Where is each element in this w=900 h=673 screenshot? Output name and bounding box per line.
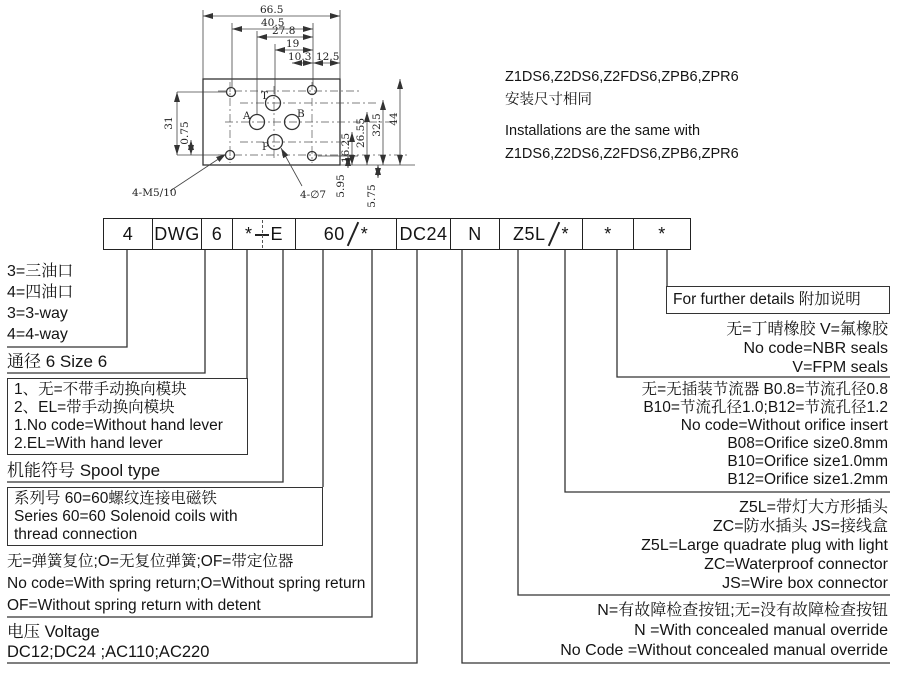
block-orifice — [642, 381, 888, 489]
text-line: Z1DS6,Z2DS6,Z2FDS6,ZPB6,ZPR6 — [505, 146, 739, 162]
code-value: * — [244, 223, 253, 244]
text-line: B08=Orifice size0.8mm — [727, 435, 888, 452]
dim-27-8: 27.8 — [272, 25, 296, 37]
text-line: thread connection — [14, 526, 138, 543]
code-value: * — [604, 223, 612, 244]
port-label-T: T — [261, 90, 269, 102]
text-line: 3=三油口 — [7, 263, 74, 280]
text-line: Z5L=带灯大方形插头 — [739, 499, 888, 516]
text-line: 通径 6 Size 6 — [7, 352, 108, 371]
text-line: OF=Without spring return with detent — [7, 597, 261, 614]
dim-16-25: 16.25 — [340, 132, 352, 164]
text-line: 3=3-way — [7, 305, 68, 322]
text-line: 4=四油口 — [7, 284, 74, 301]
text-line: 2、EL=带手动换向模块 — [14, 399, 175, 416]
dim-31: 31 — [163, 116, 175, 130]
text-line: 1、无=不带手动换向模块 — [14, 381, 187, 398]
code-cell-voltage — [397, 219, 451, 249]
text-line: No Code =Without concealed manual override — [560, 642, 888, 659]
code-value: DC24 — [399, 223, 448, 244]
text-line: DC12;DC24 ;AC110;AC220 — [7, 643, 210, 661]
text-line: B10=Orifice size1.0mm — [727, 453, 888, 470]
code-value: 4 — [122, 223, 134, 244]
dim-66-5: 66.5 — [260, 4, 284, 16]
dim-32-5: 32.5 — [371, 113, 383, 137]
code-cell-ways — [104, 219, 153, 249]
dim-5-95: 5.95 — [335, 174, 347, 198]
text-line: Installations are the same with — [505, 123, 701, 139]
slash-divider — [547, 222, 559, 247]
callout-mounting-thread: 4-M5/10 — [132, 187, 177, 199]
port-label-P: P — [262, 141, 270, 153]
port-label-A: A — [243, 110, 251, 122]
dashed-divider — [255, 219, 269, 249]
block-series — [7, 487, 323, 546]
dim-10-3: 10.3 — [288, 51, 312, 63]
block-spring-return — [7, 551, 365, 617]
code-value: * — [360, 223, 369, 244]
text-line: 机能符号 Spool type — [7, 461, 161, 480]
text-line: Z5L=Large quadrate plug with light — [641, 537, 888, 554]
dim-0-75: 0.75 — [179, 121, 191, 145]
text-line: 1.No code=Without hand lever — [14, 417, 223, 434]
port-label-B: B — [297, 108, 305, 120]
code-cell-series-name — [153, 219, 202, 249]
block-further-details — [666, 286, 890, 314]
text-line: 电压 Voltage — [7, 623, 100, 641]
block-ways — [7, 261, 73, 345]
text-line: B12=Orifice size1.2mm — [727, 471, 888, 488]
text-line: JS=Wire box connector — [722, 575, 888, 592]
code-cell-series-spring — [296, 219, 397, 249]
block-plug — [641, 498, 888, 593]
text-line: N=有故障检查按钮;无=没有故障检查按钮 — [597, 602, 888, 619]
dim-26-55: 26.55 — [355, 117, 367, 149]
dim-44: 44 — [388, 112, 400, 126]
text-line: No code=Without orifice insert — [680, 417, 888, 434]
dim-5-75: 5.75 — [366, 184, 378, 208]
code-value: DWG — [154, 223, 200, 244]
text-line: 4=4-way — [7, 326, 68, 343]
code-value: 60 — [323, 223, 345, 244]
block-hand-lever — [7, 378, 248, 455]
text-line: 2.EL=With hand lever — [14, 435, 163, 452]
text-line: V=FPM seals — [792, 359, 888, 376]
text-line: Z1DS6,Z2DS6,Z2FDS6,ZPB6,ZPR6 — [505, 69, 739, 85]
code-cell-spool-lever — [233, 219, 296, 249]
callout-hole-diameter: 4-∅7 — [300, 189, 327, 201]
block-spool-type — [7, 461, 160, 481]
text-line: 系列号 60=60螺纹连接电磁铁 — [14, 490, 217, 507]
text-line: 无=丁晴橡胶 V=氟橡胶 — [726, 321, 888, 338]
code-value: * — [658, 223, 666, 244]
text-line: Series 60=60 Solenoid coils with — [14, 508, 238, 525]
block-voltage — [7, 622, 209, 662]
dim-12-5: 12.5 — [316, 51, 340, 63]
text-line: 安装尺寸相同 — [505, 92, 592, 108]
code-cell-override — [451, 219, 500, 249]
model-code-bar — [103, 218, 691, 250]
block-seals — [726, 320, 888, 377]
code-value: * — [561, 223, 570, 244]
text-line: For further details 附加说明 — [673, 291, 861, 308]
text-line: No code=With spring return;O=Without spring return — [7, 575, 366, 592]
code-value: N — [468, 223, 482, 244]
code-value: 6 — [211, 223, 223, 244]
code-cell-seals — [583, 219, 634, 249]
code-value: E — [270, 223, 284, 244]
dim-19: 19 — [286, 38, 300, 50]
text-line: N =With concealed manual override — [634, 622, 888, 639]
code-value: Z5L — [512, 223, 546, 244]
text-line: B10=节流孔径1.0;B12=节流孔径1.2 — [643, 399, 888, 416]
block-size — [7, 352, 107, 372]
dim-40-5: 40.5 — [261, 17, 285, 29]
text-line: 无=弹簧复位;O=无复位弹簧;OF=带定位器 — [7, 553, 294, 570]
text-line: No code=NBR seals — [743, 340, 888, 357]
text-line: ZC=防水插头 JS=接线盒 — [712, 518, 888, 535]
code-cell-size — [202, 219, 233, 249]
text-line: ZC=Waterproof connector — [704, 556, 888, 573]
block-manual-override — [560, 601, 888, 661]
code-cell-further — [634, 219, 690, 249]
text-line: 无=无插装节流器 B0.8=节流孔径0.8 — [641, 381, 888, 398]
code-cell-plug-orifice — [500, 219, 583, 249]
slash-divider — [347, 222, 359, 247]
